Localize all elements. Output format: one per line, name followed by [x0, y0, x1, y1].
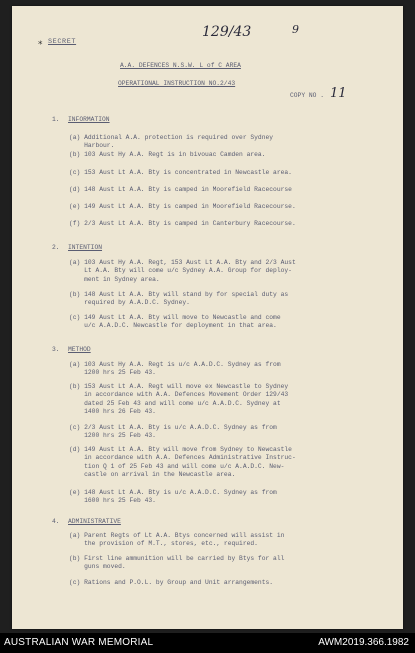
- paragraph-item: (c) Rations and P.O.L. by Group and Unit arrangements.: [69, 579, 274, 586]
- paragraph-item: (a) Additional A.A. protection is required over Sydney Harbour.: [69, 134, 274, 150]
- paragraph-item: (e) 148 Aust Lt A.A. Bty is u/c A.A.D.C. Sydney as from 1600 hrs 25 Feb 43.: [69, 489, 277, 505]
- section-number: 4.: [52, 518, 60, 525]
- document-page: [12, 6, 403, 629]
- handwritten-copy-no: 11: [330, 86, 347, 101]
- handwritten-file-ref: 129/43: [202, 24, 252, 40]
- paragraph-item: (b) 148 Aust Lt A.A. Bty will stand by for special duty as required by A.A.D.C. Sydney.: [69, 291, 289, 307]
- paragraph-item: (a) 103 Aust Hy A.A. Regt is u/c A.A.D.C. Sydney as from 1200 hrs 25 Feb 43.: [69, 361, 281, 377]
- classification: SECRET: [48, 38, 77, 46]
- section-number: 2.: [52, 244, 60, 251]
- doc-title-line1: A.A. DEFENCES N.S.W. L of C AREA: [120, 62, 241, 69]
- paragraph-item: (a) Parent Regts of Lt A.A. Btys concerned will assist in the provision of M.T., stores, etc., required.: [69, 532, 285, 548]
- footer-bar: [0, 633, 415, 653]
- section-heading: METHOD: [68, 346, 91, 353]
- doc-title-line2: OPERATIONAL INSTRUCTION NO.2/43: [118, 80, 236, 87]
- paragraph-item: (c) 153 Aust Lt A.A. Bty is concentrated in Newcastle area.: [69, 169, 292, 176]
- paragraph-item: (b) First line ammunition will be carried by Btys for all guns moved.: [69, 555, 285, 571]
- paragraph-item: (c) 2/3 Aust Lt A.A. Bty is u/c A.A.D.C. Sydney as from 1200 hrs 25 Feb 43.: [69, 424, 277, 440]
- paragraph-item: (c) 149 Aust Lt A.A. Bty will move to Newcastle and come u/c A.A.D.C. Newcastle for deployment in that area.: [69, 314, 281, 330]
- copy-label: COPY NO .: [290, 92, 325, 99]
- paragraph-item: (b) 103 Aust Hy A.A. Regt is in bivouac Camden area.: [69, 151, 266, 158]
- paragraph-item: (d) 148 Aust Lt A.A. Bty is camped in Moorefield Racecourse: [69, 186, 292, 193]
- paragraph-item: (f) 2/3 Aust Lt A.A. Bty is camped in Canterbury Racecourse.: [69, 220, 296, 227]
- paragraph-item: (d) 149 Aust Lt A.A. Bty will move from Sydney to Newcastle in accordance with A.A. Defences Administrative Instruc- tion Q 1 of 25 Feb 43 and will come u/c A.A.D.C. New- castle on arrival in the Newcastle area.: [69, 446, 296, 478]
- paragraph-item: (e) 149 Aust Lt A.A. Bty is camped in Moorefield Racecourse.: [69, 203, 296, 210]
- asterisk-icon: *: [38, 40, 43, 50]
- section-number: 3.: [52, 346, 60, 353]
- paragraph-item: (a) 103 Aust Hy A.A. Regt, 153 Aust Lt A.A. Bty and 2/3 Aust Lt A.A. Bty will come u/c Sydney A.A. Group for deploy- ment in Sydney area.: [69, 259, 296, 283]
- paragraph-item: (b) 153 Aust Lt A.A. Regt will move ex Newcastle to Sydney in accordance with A.A. Defences Movement Order 129/43 dated 25 Feb 43 and will come u/c A.A.D.C. Sydney at 1400 hrs 26 Feb 43.: [69, 383, 289, 415]
- section-heading: INFORMATION: [68, 116, 110, 123]
- footer-institution: AUSTRALIAN WAR MEMORIAL: [4, 637, 154, 648]
- handwritten-folio: 9: [292, 23, 299, 36]
- footer-accession-number: AWM2019.366.1982: [318, 637, 409, 648]
- section-number: 1.: [52, 116, 60, 123]
- section-heading: INTENTION: [68, 244, 103, 251]
- section-heading: ADMINISTRATIVE: [68, 518, 121, 525]
